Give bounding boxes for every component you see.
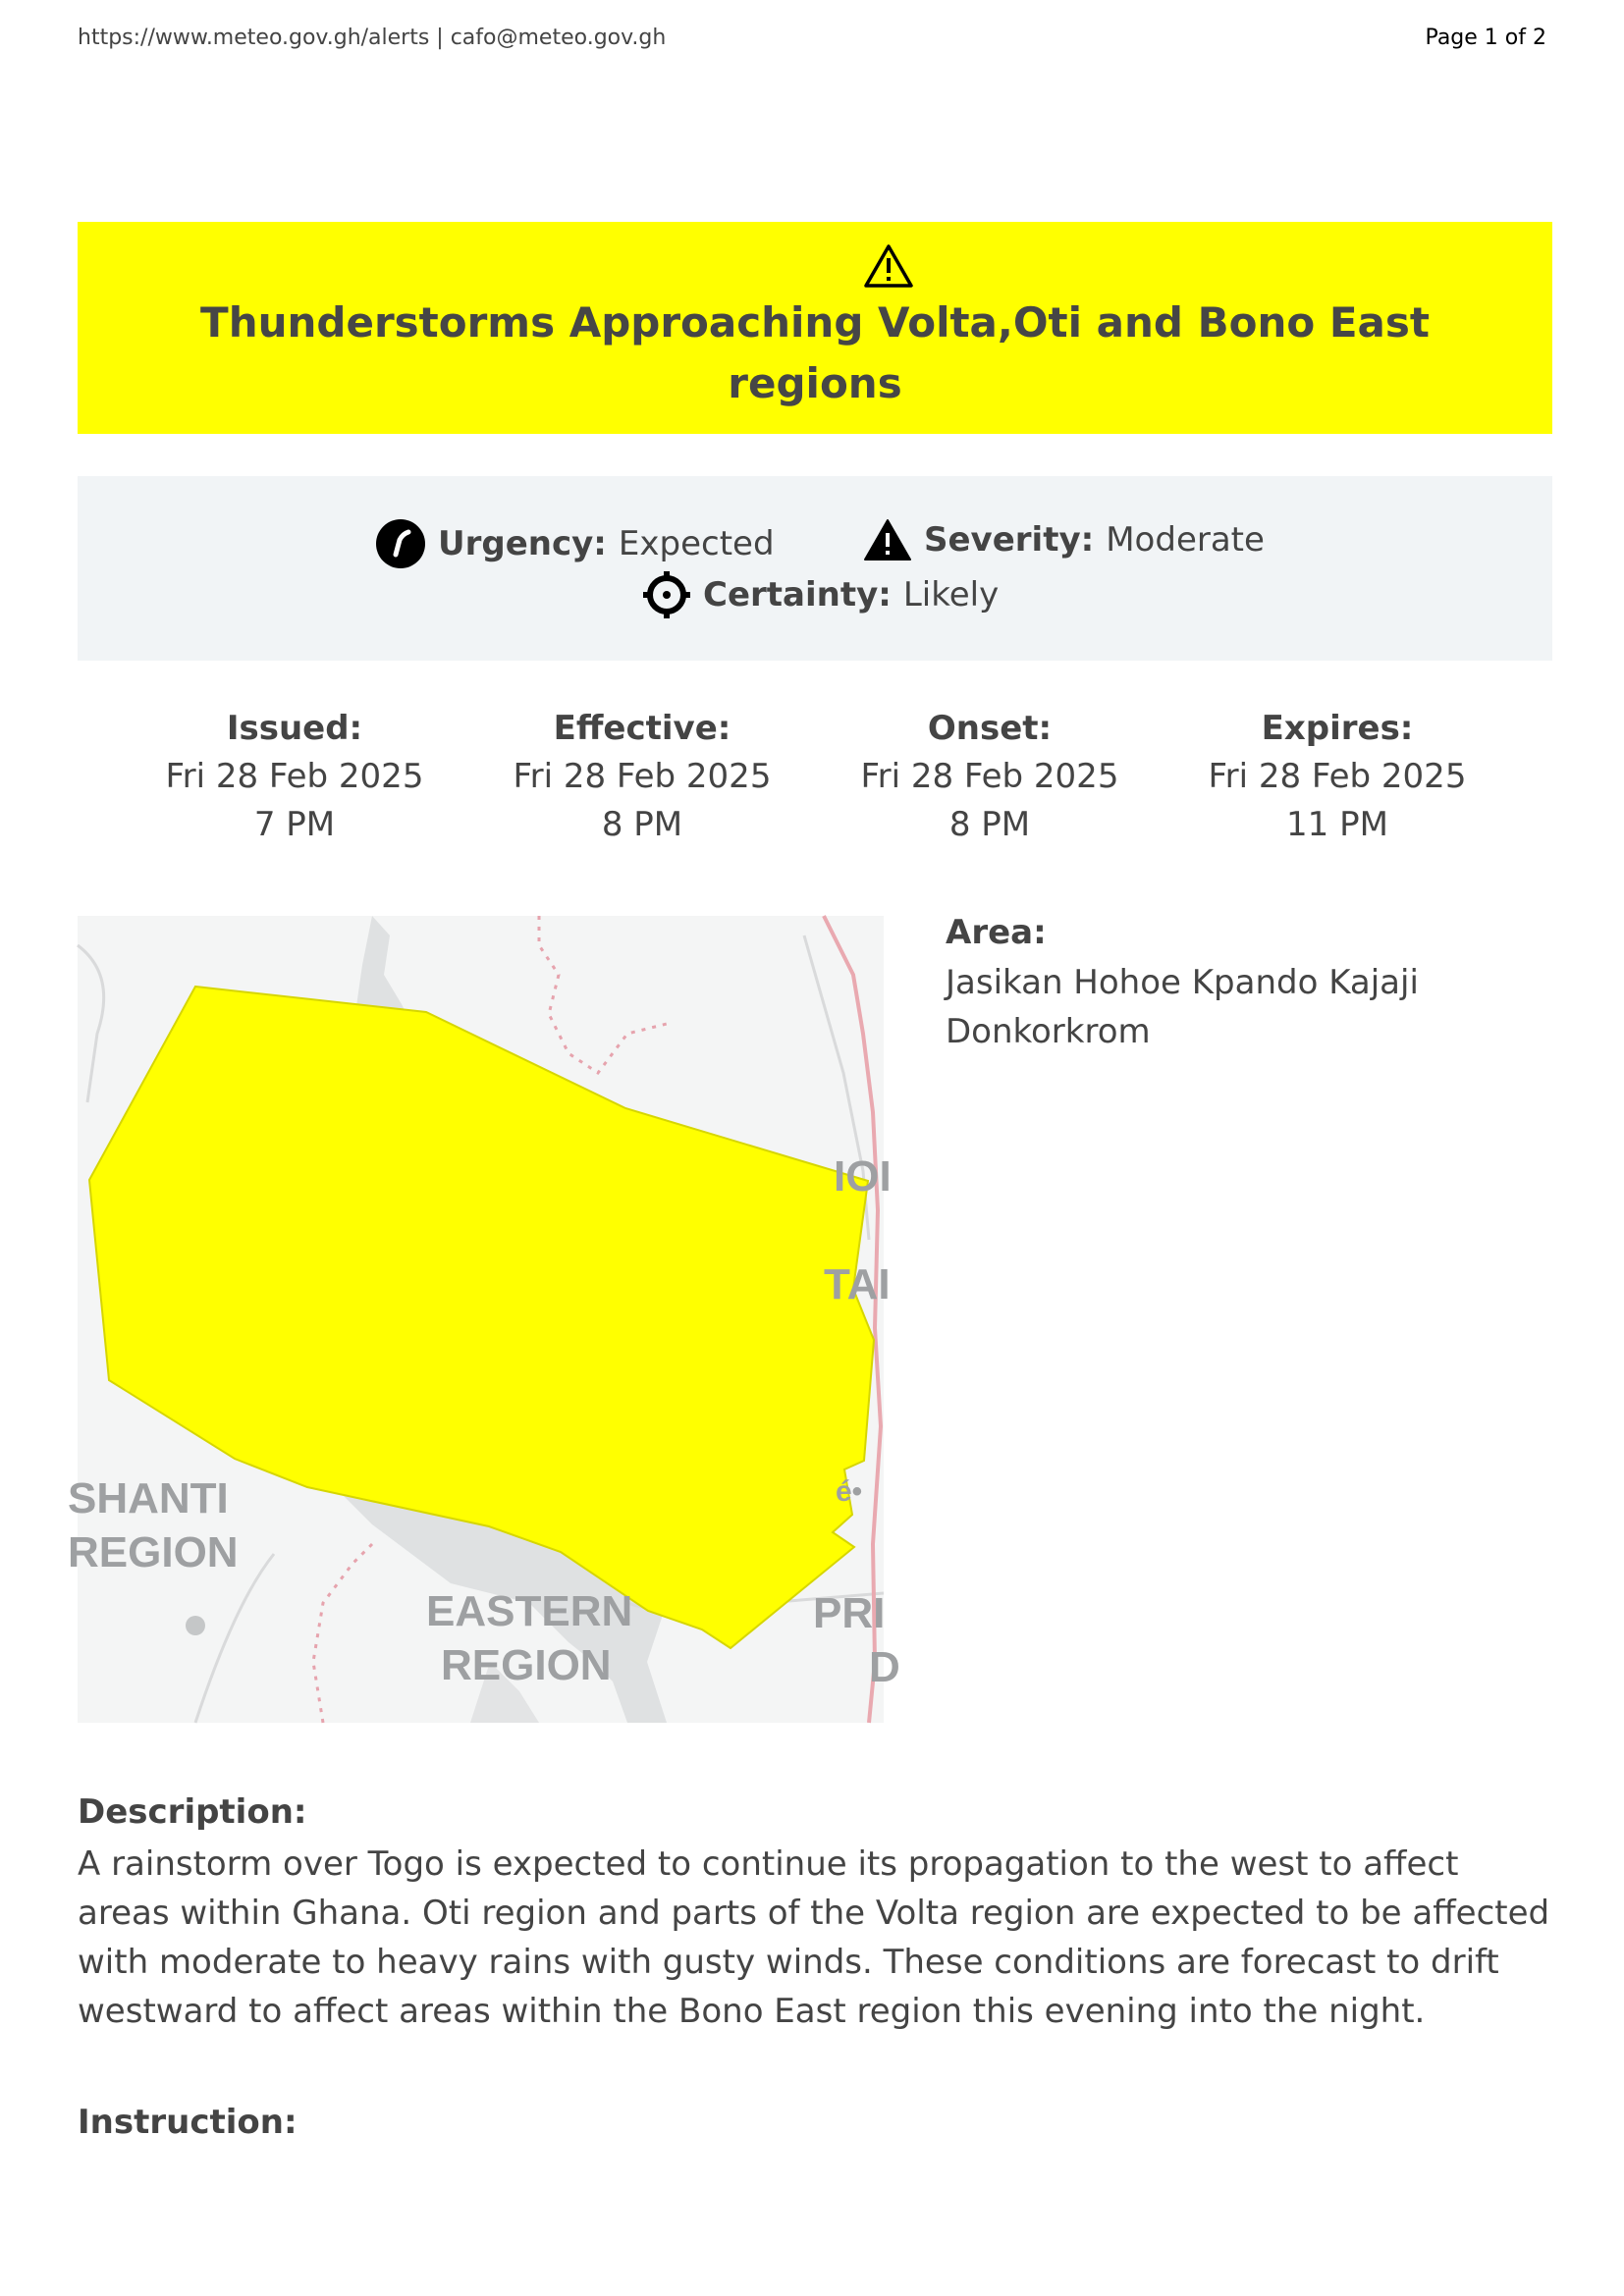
certainty-label: Certainty: [703, 575, 892, 614]
certainty-item [642, 570, 999, 619]
issued-date: Fri 28 Feb 2025 [165, 757, 424, 796]
onset-label: Onset: [927, 709, 1053, 748]
expires-time: 11 PM [1286, 805, 1388, 844]
effective-time: 8 PM [601, 805, 683, 844]
alert-meta-box [78, 476, 1552, 661]
alert-title: Thunderstorms Approaching Volta,Oti and Bono East regions [200, 298, 1430, 407]
map-label-d: D [869, 1643, 900, 1691]
map-label-e: é• [836, 1475, 863, 1508]
map-label-pri: PRI [813, 1589, 886, 1637]
clock-icon [375, 518, 426, 569]
severity-value: Moderate [1106, 520, 1265, 560]
map-label-shanti: SHANTI [68, 1474, 229, 1522]
effective-label: Effective: [553, 709, 731, 748]
area-value: Jasikan Hohoe Kpando Kajaji Donkorkrom [946, 963, 1419, 1051]
expires-date: Fri 28 Feb 2025 [1208, 757, 1467, 796]
map-label-ioi: IOI [834, 1152, 892, 1201]
map-canvas [68, 916, 900, 1723]
description-text: A rainstorm over Togo is expected to continue its propagation to the west to affect areas within Ghana. Oti region and parts of the Volta region are expected to be affected with moderate to heavy rains with gusty winds. These conditions are forecast to drift westward to affect areas within the Bono East region this evening into the night. [78, 1844, 1550, 2031]
urgency-label: Urgency: [438, 524, 607, 563]
map-label-eastern: EASTERN [426, 1587, 633, 1635]
map-label-tai: TAI [824, 1260, 891, 1308]
urgency-value: Expected [618, 524, 775, 563]
severity-item [863, 518, 1265, 561]
effective-column [495, 705, 789, 849]
map-label-region-1: REGION [68, 1528, 239, 1576]
header-contact[interactable]: https://www.meteo.gov.gh/alerts | cafo@meteo.gov.gh [78, 26, 667, 50]
alert-title-banner [78, 222, 1552, 434]
page-number: Page 1 of 2 [1425, 26, 1546, 50]
issued-time: 7 PM [253, 805, 336, 844]
warning-triangle-filled-icon [863, 518, 912, 561]
effective-date: Fri 28 Feb 2025 [513, 757, 772, 796]
crosshair-icon [642, 570, 691, 619]
instruction-label: Instruction: [78, 2103, 298, 2142]
onset-column [842, 705, 1137, 849]
issued-label: Issued: [226, 709, 363, 748]
warning-triangle-icon [863, 243, 914, 289]
onset-date: Fri 28 Feb 2025 [860, 757, 1119, 796]
expires-label: Expires: [1261, 709, 1414, 748]
area-label: Area: [946, 913, 1047, 952]
alert-dates [78, 705, 1552, 852]
onset-time: 8 PM [948, 805, 1031, 844]
severity-label: Severity: [924, 520, 1095, 560]
urgency-item [375, 518, 775, 569]
description-label: Description: [78, 1792, 307, 1832]
expires-column [1190, 705, 1485, 849]
certainty-value: Likely [902, 575, 1000, 614]
map-label-region-2: REGION [441, 1641, 612, 1689]
issued-column [147, 705, 442, 849]
alert-area-map [68, 916, 900, 1723]
